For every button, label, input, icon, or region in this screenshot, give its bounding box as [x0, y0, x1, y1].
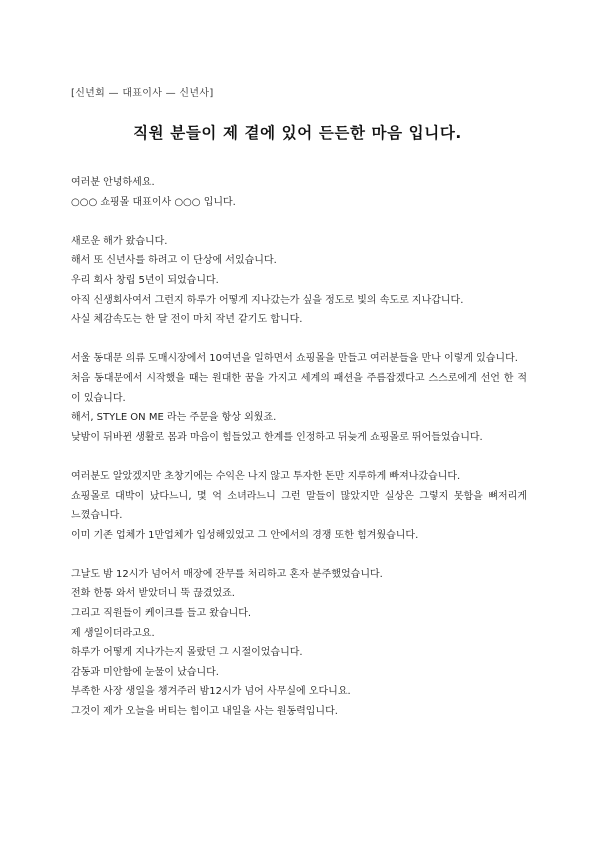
- text-line: 처음 동대문에서 시작했을 때는 원대한 꿈을 가지고 세계의 패션을 주름잡겠다고 스스로에게 선언 한 적 이 있습니다.: [71, 372, 527, 404]
- text-line: 감동과 미안함에 눈물이 났습니다.: [71, 666, 219, 678]
- text-line: 낮밤이 뒤바뀐 생활로 몸과 마음이 힘들었고 한계를 인정하고 뒤늦게 쇼핑몰로 뛰어들었습니다.: [71, 431, 483, 443]
- text-line: 서울 동대문 의류 도매시장에서 10여년을 일하면서 쇼핑몰을 만들고 여러분들을 만나 이렇게 있습니다.: [71, 353, 518, 365]
- text-line: 우리 회사 창립 5년이 되었습니다.: [71, 274, 219, 286]
- paragraph-history: [71, 349, 527, 447]
- text-line: 사실 체감속도는 한 달 전이 마치 작년 같기도 합니다.: [71, 314, 303, 326]
- text-line: 그것이 제가 오늘을 버티는 힘이고 내일을 사는 원동력입니다.: [71, 706, 338, 718]
- text-line: 그날도 밤 12시가 넘어서 매장에 잔무를 처리하고 혼자 분주했었습니다.: [71, 568, 383, 580]
- text-line: 전화 한통 와서 받았더니 뚝 끊겼었죠.: [71, 588, 235, 600]
- text-line: 아직 신생회사여서 그런지 하루가 어떻게 지나갔는가 싶을 정도로 빛의 속도로 지나갑니다.: [71, 294, 464, 306]
- text-line: 여러분도 알았겠지만 초창기에는 수익은 나지 않고 투자한 돈만 지루하게 빠져나갔습니다.: [71, 470, 461, 482]
- header-tag: [신년회 — 대표이사 — 신년사]: [71, 88, 214, 99]
- text-line: 새로운 해가 왔습니다.: [71, 235, 168, 247]
- text-line: 이미 기존 업체가 1만업체가 입성해있었고 그 안에서의 경쟁 또한 힘겨웠습니다.: [71, 529, 419, 541]
- text-line: 그리고 직원들이 케이크를 들고 왔습니다.: [71, 608, 252, 620]
- paragraph-new-year: [71, 232, 527, 330]
- text-line: 여러분 안녕하세요.: [71, 177, 155, 188]
- text-line: ○○○ 쇼핑몰 대표이사 ○○○ 입니다.: [71, 196, 236, 208]
- text-line: 해서 또 신년사를 하려고 이 단상에 서있습니다.: [71, 255, 277, 267]
- text-line: 부족한 사장 생일을 챙겨주러 밤12시가 넘어 사무실에 오다니요.: [71, 686, 351, 698]
- page-title: 직원 분들이 제 곁에 있어 든든한 마음 입니다.: [133, 124, 462, 142]
- paragraph-greeting: [71, 173, 527, 212]
- text-line: 제 생일이더라고요.: [71, 627, 155, 639]
- document-body: [71, 173, 527, 741]
- paragraph-early-days: [71, 467, 527, 545]
- paragraph-birthday: [71, 565, 527, 722]
- text-line: 쇼핑몰로 대박이 났다느니, 몇 억 소녀라느니 그런 말들이 많았지만 실상은 그렇지 못함을 뼈저리게 느꼈습니다.: [71, 490, 527, 522]
- text-line: 해서, STYLE ON ME 라는 주문을 항상 외웠죠.: [71, 412, 277, 424]
- text-line: 하루가 어떻게 지나가는지 몰랐던 그 시절이었습니다.: [71, 647, 303, 659]
